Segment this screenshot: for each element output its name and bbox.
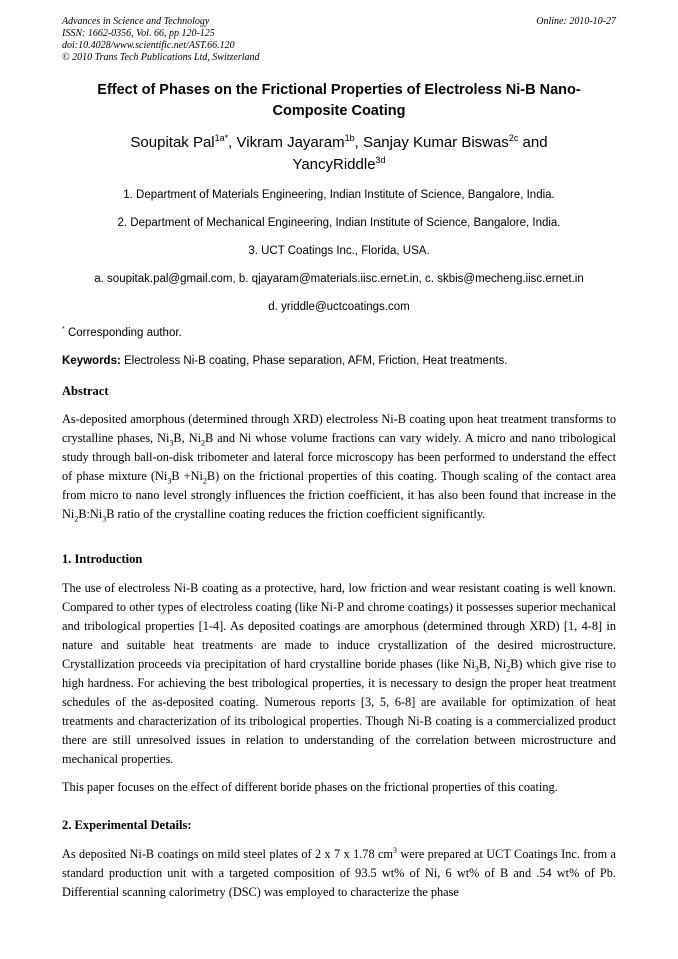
author-name: Soupitak Pal (130, 134, 215, 151)
paper-title: Effect of Phases on the Frictional Properties of Electroless Ni-B Nano-Composite Coating (97, 82, 581, 119)
asterisk: * (62, 326, 65, 333)
online-date: Online: 2010-10-27 (536, 16, 616, 27)
email-line-2: d. yriddle@uctcoatings.com (268, 301, 410, 313)
keywords-text: Electroless Ni-B coating, Phase separation, AFM, Friction, Heat treatments. (124, 355, 508, 367)
author-sup: 3d (375, 155, 386, 165)
experimental-paragraph: As deposited Ni-B coatings on mild steel plates of 2 x 7 x 1.78 $cm^3$ were prepared at UCT Coatings Inc. from a standard production unit with a targeted composition of 93.5 wt% of Ni, 6 wt% of B and .54 wt% of Pb. Differential scanning calorimetry (DSC) was employed to characterize the phase (62, 845, 616, 899)
corresponding-text: Corresponding author. (67, 326, 182, 339)
section-heading: Abstract (62, 384, 109, 398)
affiliation-2: 2. Department of Mechanical Engineering, Indian Institute of Science, Bangalore, India. (117, 217, 561, 229)
email-line-1: a. soupitak.pal@gmail.com, b. qjayaram@materials.iisc.ernet.in, c. skbis@mecheng.iisc.ernet.in (94, 273, 584, 285)
keywords-label: Keywords: (62, 355, 121, 367)
issn: ISSN: 1662-0356, Vol. 66, pp 120-125 (62, 28, 215, 39)
journal-name: Advances in Science and Technology (62, 16, 210, 27)
author-sep: , (228, 134, 237, 151)
author-name: Vikram Jayaram (236, 134, 345, 151)
author-name: Sanjay Kumar Biswas (362, 134, 509, 151)
section-heading: 2. Experimental Details: (62, 818, 192, 832)
author-list (62, 132, 616, 176)
abstract-paragraph: As-deposited amorphous (determined through XRD) electroless Ni-B coating upon heat treatment transforms to crystalline phases, $Ni_3B$, $Ni_2B$ and Ni whose volume fractions can vary widely. A micro and nano tribological study through ball-on-disk tribometer and lateral force microscopy has been performed to understand the effect of phase mixture $(Ni_3B +Ni_2B)$ on the frictional properties of this coating. Though scaling of the contact area from micro to nano level strongly influences the friction coefficient, it has also been found that increase in the $Ni_2B:Ni_3B$ ratio of the crystalline coating reduces the friction coefficient significantly. (62, 412, 616, 524)
intro-paragraph-2: This paper focuses on the effect of different boride phases on the frictional properties of this coating. (62, 780, 558, 794)
author-sup: 1b (344, 133, 355, 143)
journal-header (62, 16, 616, 64)
author-sep: and (518, 134, 548, 151)
author-sup: 2c (508, 133, 519, 143)
copyright: © 2010 Trans Tech Publications Ltd, Switzerland (62, 52, 260, 63)
affiliation-3: 3. UCT Coatings Inc., Florida, USA. (248, 245, 430, 257)
section-heading: 1. Introduction (62, 552, 143, 566)
author-sup: 1a* (214, 133, 229, 143)
intro-paragraph: The use of electroless Ni-B coating as a protective, hard, low friction and wear resistant coating is well known. Compared to other types of electroless coating (like Ni-P and chrome coatings) it possesses superior mechanical and tribological properties [1-4]. As deposited coatings are amorphous (determined through XRD) [1, 4-8] in nature and suitable heat treatments are made to induce crystallization of the desired microstructure. Crystallization proceeds via precipitation of hard crystalline boride phases (like $Ni_3B$, $Ni_2B$) which give rise to high hardness. For achieving the best tribological properties, it is necessary to design the proper heat treatment schedules of the as-deposited coating. Numerous reports [3, 5, 6-8] are available for optimization of heat treatments and characterization of its tribological properties. Though Ni-B coating is a commercialized product there are still unresolved issues in relation to understanding of the correlation between microstructure and mechanical properties. (62, 581, 616, 766)
author-sep: , (354, 134, 363, 151)
doi: doi:10.4028/www.scientific.net/AST.66.120 (62, 40, 235, 51)
affiliation-1: 1. Department of Materials Engineering, Indian Institute of Science, Bangalore, India. (123, 189, 555, 201)
keywords (62, 355, 508, 367)
corresponding-note (62, 326, 182, 339)
author-name: YancyRiddle (292, 156, 376, 173)
